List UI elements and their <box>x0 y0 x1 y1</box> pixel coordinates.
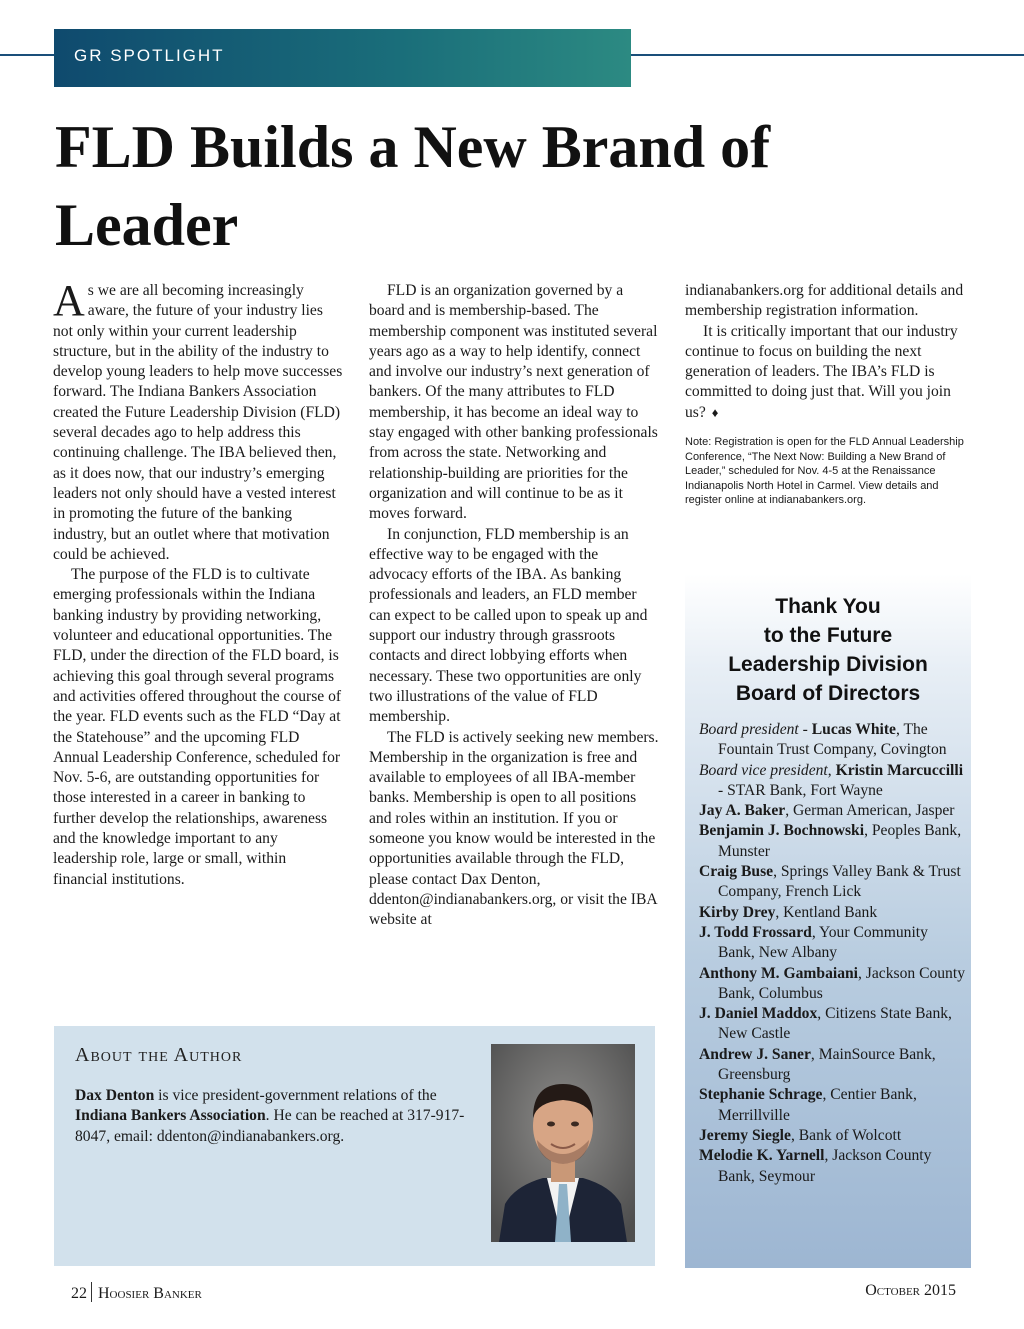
member-org: , Jackson County Bank, Seymour <box>718 1147 932 1185</box>
issue-date: October 2015 <box>865 1282 956 1299</box>
member-name: Jeremy Siegle <box>699 1126 791 1144</box>
board-thank-you-sidebar <box>685 574 971 1268</box>
sidebar-title <box>685 592 971 708</box>
member-org: , Kentland Bank <box>775 903 878 921</box>
about-author-box <box>54 1026 655 1266</box>
list-item <box>699 761 967 802</box>
member-name: Stephanie Schrage <box>699 1086 823 1104</box>
sidebar-title-line: Thank You <box>775 595 881 618</box>
member-name: Lucas White <box>811 721 896 738</box>
registration-note: Note: Registration is open for the FLD Annual Leadership Conference, “The Next Now: Building a New Brand of Leader,” scheduled for Nov. 4-5 at the Renaissance Indianapolis North Hotel in Carmel. View details and register online at indianabankers.org. <box>685 436 964 507</box>
list-item <box>699 1085 967 1126</box>
member-org: , Bank of Wolcott <box>790 1126 902 1144</box>
list-item <box>699 720 967 761</box>
article-column-3 <box>685 281 970 508</box>
author-bio <box>75 1086 485 1147</box>
footer-divider <box>91 1282 92 1302</box>
list-item <box>699 1004 967 1045</box>
member-name: J. Daniel Maddox <box>699 1005 818 1023</box>
article-column-1 <box>53 276 343 890</box>
member-org: , MainSource Bank, Greensburg <box>718 1045 936 1084</box>
section-banner <box>54 29 631 87</box>
member-name: Kirby Drey <box>699 903 776 921</box>
list-item <box>699 1045 967 1086</box>
article-paragraph: In conjunction, FLD membership is an effective way to be engaged with the advocacy efforts of the IBA. As banking professionals and leaders, an FLD member can expect to be called upon to speak up and support our industry through grassroots contacts and direct lobbying efforts when necessary. These two opportunities are only two illustrations of the value of FLD membership. <box>369 525 648 726</box>
article-paragraph <box>685 322 970 423</box>
member-name: Andrew J. Saner <box>699 1045 811 1063</box>
author-portrait-photo <box>491 1044 635 1242</box>
member-org: , Peoples Bank, Munster <box>718 822 962 860</box>
member-role: Board president <box>699 721 799 738</box>
sidebar-title-line: Leadership Division <box>728 653 928 676</box>
member-org: , The Fountain Trust Company, Covington <box>718 721 947 759</box>
article-paragraph: The FLD is actively seeking new members. Membership in the organization is free and available to employees of all IBA-member banks. Membership is open to all positions and roles within an institution. If you or someone you know would be interested in the opportunities available through the FLD, please contact Dax Denton, ddenton@indianabankers.org, or visit the IBA website at <box>369 728 659 929</box>
article-headline: FLD Builds a New Brand of Leader <box>55 114 771 258</box>
bio-text: is vice president-government relations of the <box>154 1087 437 1104</box>
member-role: Board vice president <box>699 761 828 779</box>
separator: , <box>827 761 836 779</box>
article-column-2 <box>369 281 659 931</box>
member-name: Craig Buse <box>699 863 774 881</box>
paragraph-text: s we are all becoming increasingly aware, the future of your industry lies not only within your current leadership structure, but in the ability of the industry to develop young leaders to help move successes forward. The Indiana Bankers Association created the Future Leadership Division (FLD) several decades ago to help address this continuing challenge. The IBA believed then, as it does now, that our industry’s emerging leaders not only should have a vested interest in promoting the future of the banking industry, but an outlet where that motivation could be achieved. <box>53 282 343 563</box>
board-member-list <box>699 720 967 1187</box>
list-item <box>699 903 967 923</box>
member-name: Kristin Marcuccilli <box>835 761 964 779</box>
member-org: , Centier Bank, Merrillville <box>718 1086 917 1124</box>
member-org: , German American, Jasper <box>785 802 955 820</box>
paragraph-text: It is critically important that our industry continue to focus on building the next generation of leaders. The IBA’s FLD is committed to doing just that. Will you join us? <box>685 322 958 421</box>
publication-name: Hoosier Banker <box>98 1285 202 1302</box>
article-paragraph <box>53 276 343 565</box>
page-number: 22 <box>71 1285 87 1302</box>
list-item <box>699 923 967 964</box>
list-item <box>699 1126 967 1146</box>
bio-text: . He can be reached at 317-917-8047, email: ddenton@indianabankers.org. <box>75 1107 465 1145</box>
member-name: Anthony M. Gambaiani <box>699 964 858 982</box>
member-name: Benjamin J. Bochnowski <box>699 822 865 840</box>
drop-cap: A <box>53 276 85 325</box>
list-item <box>699 821 967 862</box>
list-item <box>699 862 967 903</box>
article-paragraph: indianabankers.org for additional details and membership registration information. <box>685 282 964 320</box>
member-org: , Jackson County Bank, Columbus <box>718 964 965 1002</box>
member-org: - STAR Bank, Fort Wayne <box>718 781 883 799</box>
list-item <box>699 801 967 821</box>
list-item <box>699 1146 967 1187</box>
section-label: GR SPOTLIGHT <box>74 46 225 65</box>
member-org: , Your Community Bank, New Albany <box>718 923 928 962</box>
list-item <box>699 964 967 1005</box>
member-name: Jay A. Baker <box>699 802 786 820</box>
portrait-illustration <box>491 1044 635 1242</box>
member-org: , Springs Valley Bank & Trust Company, French Lick <box>718 863 961 901</box>
member-name: Melodie K. Yarnell <box>699 1147 825 1165</box>
member-name: J. Todd Frossard <box>699 923 812 941</box>
author-name: Dax Denton <box>75 1087 155 1104</box>
end-mark-diamond-icon: ♦ <box>711 404 719 420</box>
author-org: Indiana Bankers Association <box>75 1107 266 1125</box>
article-paragraph: The purpose of the FLD is to cultivate emerging professionals within the Indiana banking industry by providing networking, volunteer and educational opportunities. The FLD, under the direction of the FLD board, is achieving this goal through several programs and activities offered throughout the course of the year. FLD events such as the FLD “Day at the Statehouse” and the upcoming FLD Annual Leadership Conference, scheduled for Nov. 5-6, are outstanding opportunities for those interested in a career in banking to further develop the relationships, awareness and the knowledge important to any leadership role, large or small, within financial institutions. <box>53 566 342 888</box>
sidebar-title-line: Board of Directors <box>735 682 921 705</box>
sidebar-title-line: to the Future <box>763 624 893 647</box>
about-author-title: About the Author <box>75 1044 243 1066</box>
member-org: , Citizens State Bank, New Castle <box>718 1005 952 1043</box>
separator: - <box>798 721 812 738</box>
page-footer-left <box>71 1282 202 1303</box>
article-paragraph: FLD is an organization governed by a board and is membership-based. The membership component was instituted several years ago as a way to help identify, connect and involve our industry’s next generation of bankers. Of the many attributes to FLD membership, it has become an ideal way to stay engaged with other banking professionals from across the state. Networking and relationship-building are priorities for the organization and will continue to be as it moves forward. <box>369 282 658 523</box>
